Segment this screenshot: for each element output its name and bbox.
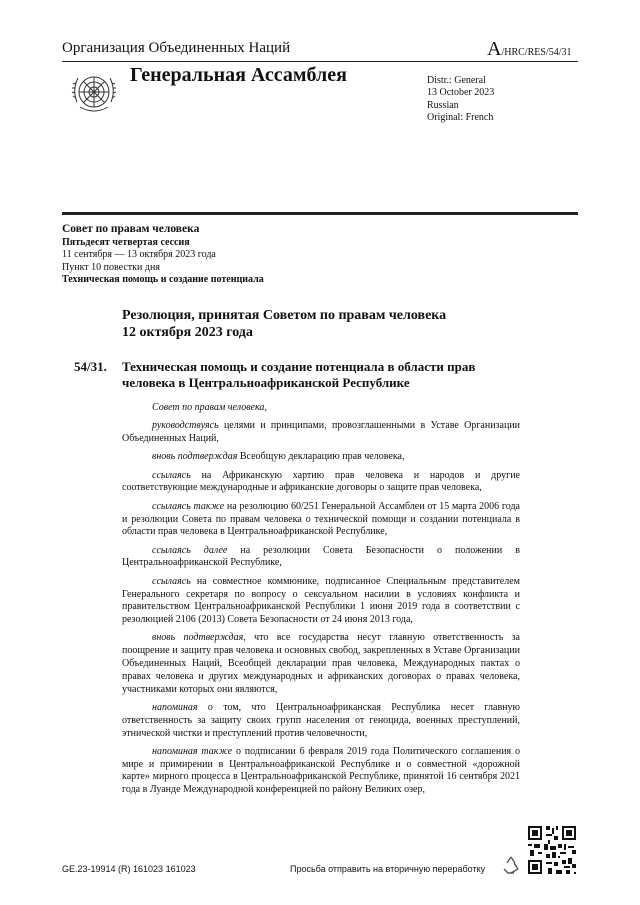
document-code: GE.23-19914 (R) 161023 161023 [62, 864, 196, 874]
paragraph-text: о том, что Центральноафриканская Республика несет главную ответственность за защиту своих групп населения от геноцида, военных преступлений, этнической чистки и преступлений против человечности, [122, 701, 520, 739]
adopted-line-2: 12 октября 2023 года [122, 325, 253, 340]
resolution-adopted-heading [122, 307, 446, 341]
session-dates: 11 сентября — 13 октября 2023 года [62, 249, 216, 261]
organization-name: Организация Объединенных Наций [62, 40, 291, 56]
header-rule [62, 61, 578, 62]
council-block [62, 222, 264, 287]
paragraph-lead: вновь подтверждая [152, 451, 238, 463]
symbol-code: /HRC/RES/54/31 [501, 47, 572, 58]
paragraph [122, 420, 520, 446]
paragraph-lead: ссылаясь [152, 469, 191, 481]
paragraph [122, 632, 520, 696]
agenda-item: Пункт 10 повестки дня [62, 261, 160, 273]
document-symbol [487, 38, 571, 61]
paragraph-lead: ссылаясь далее [152, 544, 228, 556]
paragraph [122, 576, 520, 627]
symbol-letter: A [487, 38, 502, 60]
document-date: 13 October 2023 [427, 87, 495, 99]
resolution-number: 54/31. [74, 359, 107, 374]
paragraph-text: о подписании 6 февраля 2019 года Политического соглашения о мире и примирении в Центральноафриканской Республике и о совместной «дорожной карте» мирного процесса в Центральноафриканской Республике, принятой 16 сентября 2021 года в Луанде Международной конференцией по району Великих озер, [122, 745, 521, 796]
original-language: Original: French [427, 112, 494, 124]
council-name: Совет по правам человека [62, 223, 200, 235]
qr-code-icon [526, 824, 578, 876]
paragraph-lead: ссылаясь также [152, 500, 225, 512]
section-rule [62, 212, 578, 215]
un-emblem-icon [68, 68, 120, 120]
paragraph [122, 451, 520, 464]
paragraph-text: целями и принципами, провозглашенными в Уставе Организации Объединенных Наций, [122, 420, 520, 445]
paragraph [122, 501, 520, 539]
paragraph [122, 746, 520, 797]
resolution-title: Техническая помощь и создание потенциала в области прав человека в Центральноафриканской Республике [122, 359, 476, 390]
agenda-title: Техническая помощь и создание потенциала [62, 274, 264, 286]
paragraph-text: , что все государства несут главную ответственность за поощрение и защиту прав человека и основных свобод, закрепленных в Уставе Организации Объединенных Наций, Всеобщей декларации прав человека, Международных пактах о правах человека и других международных и африканских договорах о правах человека, участниками которых они являются, [122, 632, 520, 695]
distribution: Distr.: General [427, 75, 486, 86]
paragraph-text: на резолюции Совета Безопасности о положении в Центральноафриканской Республике, [122, 544, 520, 569]
paragraph-lead: Совет по правам человека, [152, 402, 267, 413]
adopted-line-1: Резолюция, принятая Советом по правам человека [122, 308, 447, 323]
paragraph-lead: ссылаясь [152, 575, 191, 587]
paragraph-lead: напоминая также [152, 745, 233, 757]
recycle-icon [500, 854, 522, 876]
paragraph [122, 470, 520, 496]
paragraph-lead: напоминая [152, 701, 198, 713]
assembly-name: Генеральная Ассамблея [130, 64, 347, 86]
document-language: Russian [427, 99, 459, 111]
paragraph [122, 545, 520, 571]
paragraph-text: на совместное коммюнике, подписанное Специальным представителем Генерального секретаря по вопросу о сексуальном насилии в условиях конфликта и правительством Центральноафриканской Республики 1 июня 2019 года в соответствии с резолюцией 2106 (2013) Совета Безопасности от 24 июня 2013 года, [122, 575, 520, 626]
session-name: Пятьдесят четвертая сессия [62, 237, 190, 248]
distribution-block [427, 75, 494, 125]
paragraph-text: на Африканскую хартию прав человека и народов и другие соответствующие международные и африканские договоры о защите прав человека, [122, 469, 520, 494]
recycle-note: Просьба отправить на вторичную переработку [290, 864, 486, 874]
paragraph-lead: вновь подтверждая [152, 632, 244, 644]
paragraph [122, 702, 520, 740]
paragraph-lead: руководствуясь [152, 420, 219, 432]
resolution-body [122, 402, 520, 803]
paragraph-text: на резолюцию 60/251 Генеральной Ассамблеи от 15 марта 2006 года и резолюции Совета по правам человека о технической помощи и создании потенциала в области прав человека в Центральноафриканской Республике, [122, 500, 520, 538]
paragraph [122, 402, 520, 415]
paragraph-text: Всеобщую декларацию прав человека, [237, 451, 405, 463]
